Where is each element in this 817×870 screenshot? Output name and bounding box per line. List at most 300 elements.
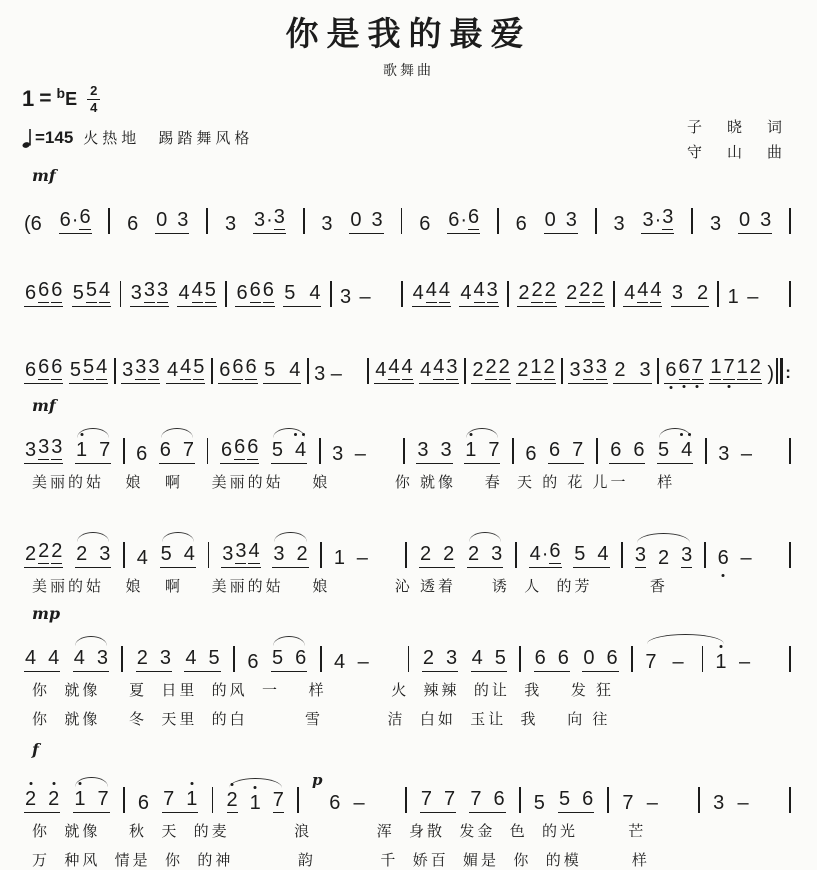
- note: 1: [186, 789, 197, 809]
- score-line-7: [24, 739, 791, 870]
- repeat-sign: [767, 358, 791, 384]
- beam-group: [641, 207, 674, 234]
- note: 2: [76, 542, 88, 565]
- beam-group: [24, 280, 63, 307]
- note: 4: [185, 647, 197, 670]
- note: 3: [135, 355, 147, 378]
- beam-group: [471, 357, 510, 384]
- slur-arc: [637, 533, 690, 543]
- score-text: –: [646, 791, 658, 814]
- notation-row: [24, 256, 791, 307]
- note: 2: [136, 647, 148, 670]
- note: 6: [136, 442, 148, 465]
- barline: [114, 358, 116, 384]
- octave-dot-above: [29, 782, 32, 785]
- note: 1: [74, 789, 85, 809]
- flat-sign: b: [56, 85, 66, 102]
- score-line-5: [24, 517, 791, 597]
- note: 4: [73, 647, 85, 670]
- note: 3: [486, 278, 498, 301]
- dynamic-marking: mf: [32, 395, 56, 415]
- beam-group: [374, 357, 413, 384]
- score-text: –: [740, 546, 752, 569]
- beam-group: [419, 357, 458, 384]
- beam-group: [471, 648, 507, 672]
- note: 3: [681, 543, 693, 566]
- note: 3: [662, 205, 674, 228]
- meta-row: [0, 80, 817, 166]
- note: 6: [137, 791, 149, 814]
- beam-group: [59, 207, 92, 234]
- note: 4: [96, 355, 108, 378]
- barline: [789, 281, 791, 307]
- key-equals: =: [39, 87, 52, 111]
- note: 2: [51, 539, 63, 562]
- barline: [691, 208, 693, 234]
- note: 3: [371, 208, 383, 231]
- beam-group: [136, 648, 172, 672]
- note: 3: [51, 435, 63, 458]
- note: 4: [650, 278, 662, 301]
- beam-group: [565, 280, 604, 307]
- composer-credit: 守 山 曲: [686, 144, 787, 162]
- note: 5: [72, 281, 84, 304]
- barline: [123, 787, 125, 813]
- note: 5: [69, 358, 82, 381]
- note: 3: [122, 358, 134, 381]
- barline: [507, 281, 509, 307]
- note: 3: [38, 435, 50, 458]
- double-dot-above: [294, 433, 297, 436]
- note: 6: [448, 208, 460, 231]
- score-line-3: [24, 333, 791, 384]
- beam-group: [69, 357, 108, 384]
- note: 3: [222, 542, 234, 565]
- credits: [687, 116, 787, 166]
- note: 4: [681, 440, 692, 460]
- barline: [405, 787, 407, 813]
- note: 2: [422, 647, 435, 670]
- note: 5: [264, 358, 276, 381]
- beam-group: [75, 440, 111, 464]
- barline: [320, 646, 322, 672]
- note: 4: [425, 278, 437, 301]
- barline: [330, 281, 332, 307]
- note: 3: [713, 791, 725, 814]
- score-text: –: [747, 285, 759, 308]
- meter-denominator: 4: [90, 99, 98, 115]
- barline: [123, 438, 125, 464]
- barline-thick: [780, 358, 783, 384]
- note: 5: [533, 791, 545, 814]
- barline: [704, 542, 706, 568]
- beam-group: [24, 541, 63, 568]
- note: 3: [446, 355, 458, 378]
- note: 3: [314, 362, 326, 385]
- note: 4: [25, 647, 37, 670]
- barline: [206, 208, 208, 234]
- note: 6: [515, 212, 527, 235]
- score-text: –: [740, 442, 753, 465]
- octave-dot-below: [722, 574, 725, 577]
- note: 1: [250, 793, 261, 813]
- note: 5: [658, 438, 670, 461]
- lyrics-row: 你 就像 秋 天 的麦 浪 浑 身散 发金 色 的光 芒: [32, 822, 647, 840]
- octave-dot-below: [696, 385, 699, 388]
- note: 6: [549, 539, 561, 562]
- key-signature: [22, 82, 271, 116]
- slur-arc: [162, 532, 194, 542]
- note: 6: [718, 548, 729, 568]
- score-text: ·: [541, 542, 549, 565]
- note: 7: [420, 787, 433, 810]
- barline: [596, 438, 598, 464]
- note: 2: [25, 789, 36, 809]
- barline: [789, 438, 791, 464]
- score-text: ·: [460, 208, 467, 231]
- beam-group: [24, 437, 63, 464]
- note: 1: [76, 440, 87, 460]
- score-text: ·: [654, 208, 662, 231]
- lyrics-row: 美丽的姑 娘 啊 美丽的姑 娘 你 就像 春 天 的 花 儿一 样: [32, 473, 676, 491]
- note: 2: [543, 355, 555, 378]
- note: 7: [182, 438, 195, 461]
- beam-group: [271, 440, 307, 464]
- score-line-6: [24, 606, 791, 730]
- score: [0, 165, 817, 870]
- score-text: –: [356, 546, 368, 569]
- note: 7: [470, 787, 482, 810]
- note: 5: [272, 647, 284, 670]
- barline: [405, 542, 407, 568]
- beam-group: [464, 440, 500, 464]
- octave-dot-above: [80, 433, 83, 436]
- slur-group: [645, 646, 726, 672]
- beam-group: [159, 440, 195, 464]
- note: 2: [472, 358, 484, 381]
- note: 1: [715, 652, 726, 672]
- score-text: –: [738, 651, 751, 674]
- note: 3: [440, 438, 452, 461]
- dynamic-marking: f: [32, 739, 39, 759]
- beam-group: [121, 357, 160, 384]
- note: 2: [38, 539, 50, 562]
- note: 6: [219, 358, 231, 381]
- slur-group: [227, 790, 284, 813]
- note: 6: [127, 212, 139, 235]
- note: 2: [518, 281, 530, 304]
- beam-group: [529, 541, 562, 568]
- tempo-row: [22, 126, 271, 149]
- note: 3: [595, 355, 607, 378]
- note: 4: [136, 546, 148, 569]
- note: 3: [760, 208, 772, 231]
- lyricist-credit: 子 晓 词: [686, 119, 787, 137]
- note: 3: [177, 208, 189, 231]
- tempo-number: =145: [35, 127, 74, 147]
- note: 4: [401, 355, 413, 378]
- barline: [211, 358, 213, 384]
- barline: [307, 358, 309, 384]
- barline: [519, 646, 521, 672]
- note: 2: [498, 355, 510, 378]
- quarter-note-icon: [22, 126, 33, 149]
- barline: [789, 787, 791, 813]
- note: 5: [208, 647, 220, 670]
- note: 3: [671, 281, 683, 304]
- note: 1: [530, 355, 542, 378]
- note: 3: [569, 358, 581, 381]
- beam-group: [568, 357, 607, 384]
- note: 3: [332, 442, 344, 465]
- note: 7: [444, 787, 456, 810]
- note: 6: [610, 438, 622, 461]
- header: [0, 0, 817, 80]
- note: 6: [329, 791, 341, 814]
- beam-group: [544, 210, 578, 234]
- note: 4: [637, 278, 649, 301]
- notation-row: [24, 333, 791, 384]
- note: 6: [557, 647, 569, 670]
- octave-dot-below: [683, 385, 686, 388]
- note: 6: [247, 651, 259, 674]
- note: 4: [460, 281, 472, 304]
- note: 4: [309, 281, 321, 304]
- dynamic-inline: p: [312, 770, 323, 789]
- note: 6: [25, 281, 37, 304]
- beam-group: [709, 357, 762, 384]
- beam-group: [349, 210, 383, 234]
- note: 2: [614, 358, 626, 381]
- score-text: ·: [71, 208, 79, 231]
- barline: [208, 542, 210, 568]
- octave-dot-above: [469, 433, 472, 436]
- beam-group: [130, 280, 169, 307]
- note: 2: [658, 546, 670, 569]
- beam-group: [420, 789, 456, 813]
- note: 5: [574, 542, 586, 565]
- barline: [320, 542, 322, 568]
- notation-row: [24, 413, 791, 464]
- slur-group: [635, 545, 692, 568]
- score-text: –: [354, 442, 366, 465]
- note: 4: [166, 358, 179, 381]
- note: 4: [420, 358, 432, 381]
- note: 6: [262, 278, 274, 301]
- octave-dot-above: [254, 786, 257, 789]
- barline: [789, 646, 791, 672]
- beam-group: [271, 648, 307, 672]
- note: 6: [234, 435, 246, 458]
- slur-arc: [469, 532, 501, 542]
- note: 3: [156, 278, 169, 301]
- meter-numerator: 2: [87, 84, 100, 100]
- beam-group: [162, 789, 198, 813]
- key-tonic: E: [65, 88, 78, 109]
- lyrics-row: 你 就像 冬 天里 的白 雪 洁 白如 玉让 我 向 往: [32, 711, 611, 729]
- octave-dot-above: [231, 783, 234, 786]
- slur-arc: [161, 428, 193, 438]
- note: 2: [592, 278, 604, 301]
- note: 6: [51, 355, 63, 378]
- note: 6: [247, 435, 259, 458]
- note: 3: [273, 542, 285, 565]
- beam-group: [24, 648, 60, 672]
- note: 5: [494, 647, 506, 670]
- score-text: –: [353, 791, 365, 814]
- barline: [702, 646, 704, 672]
- dynamic-marking: mp: [32, 604, 61, 624]
- beam-group: [516, 357, 555, 384]
- octave-dot-above: [719, 645, 722, 648]
- slur-arc: [659, 428, 691, 438]
- beam-group: [447, 207, 480, 234]
- barline: [123, 542, 125, 568]
- key-do: 1: [22, 86, 35, 112]
- score-text: –: [737, 791, 749, 814]
- beam-group: [283, 283, 321, 307]
- note: 5: [271, 438, 284, 461]
- note: 2: [443, 542, 455, 565]
- barline: [408, 646, 410, 672]
- note: 2: [420, 542, 432, 565]
- note: 2: [517, 358, 529, 381]
- score-line-2: [24, 256, 791, 307]
- note: 3: [417, 438, 429, 461]
- barline: [519, 787, 521, 813]
- note: 6: [493, 787, 505, 810]
- note: 7: [272, 788, 284, 811]
- note: 6: [582, 787, 594, 810]
- barline: [515, 542, 517, 568]
- beam-group: [419, 544, 455, 568]
- note: 1: [465, 440, 476, 460]
- note: 3: [340, 285, 352, 308]
- note: 3: [613, 212, 625, 235]
- note: 4: [178, 281, 190, 304]
- note: 0: [156, 208, 168, 231]
- beam-group: [609, 440, 645, 464]
- beam-group: [218, 357, 257, 384]
- note: 2: [468, 542, 480, 565]
- note: 4: [183, 542, 195, 565]
- beam-group: [416, 440, 452, 464]
- note: 2: [696, 281, 709, 304]
- beam-group: [160, 544, 196, 568]
- beam-group: [671, 283, 709, 307]
- beam-group: [573, 544, 609, 568]
- note: 4: [412, 281, 424, 304]
- note: 3: [235, 539, 247, 562]
- beam-group: [467, 544, 503, 568]
- barline: [212, 787, 214, 813]
- barline: [401, 208, 403, 234]
- barline: [613, 281, 615, 307]
- beam-group: [75, 544, 111, 568]
- beam-group: [166, 357, 205, 384]
- note: 2: [531, 278, 543, 301]
- repeat-paren: ): [767, 362, 774, 385]
- note: 4: [333, 651, 346, 674]
- note: 6: [468, 205, 480, 228]
- slur-arc: [647, 634, 724, 644]
- note: 7: [99, 438, 111, 461]
- note: 6: [633, 438, 645, 461]
- note: 2: [48, 789, 59, 809]
- barline: [698, 787, 700, 813]
- barline: [319, 438, 321, 464]
- note: 6: [249, 278, 261, 301]
- note: 6: [525, 442, 537, 465]
- barline: [497, 208, 499, 234]
- note: 0: [544, 208, 556, 231]
- beam-group: [72, 280, 111, 307]
- note: 6: [220, 438, 233, 461]
- note: 3: [446, 647, 458, 670]
- score-text: –: [330, 362, 342, 385]
- beam-group: [613, 360, 651, 384]
- note: 3: [634, 543, 646, 566]
- beam-group: [469, 789, 505, 813]
- barline: [297, 787, 299, 813]
- barline: [717, 281, 719, 307]
- note: 6: [665, 360, 676, 380]
- note: 4: [295, 440, 306, 460]
- note: 6: [419, 212, 431, 235]
- dynamic-marking: mf: [32, 165, 56, 185]
- note: 4: [180, 355, 192, 378]
- slur-arc: [75, 636, 107, 646]
- score-text: ·: [266, 208, 273, 231]
- repeat-dots: :: [785, 363, 791, 383]
- note: 3: [273, 205, 285, 228]
- beam-group: [253, 207, 286, 234]
- barline: [367, 358, 369, 384]
- barline: [401, 281, 403, 307]
- barline: [631, 646, 633, 672]
- note: 4: [99, 278, 111, 301]
- notation-row: [24, 517, 791, 568]
- note: 1: [333, 546, 346, 569]
- note: 6: [38, 355, 50, 378]
- note: 7: [692, 357, 703, 380]
- note: 7: [622, 791, 634, 814]
- time-signature: [87, 84, 100, 114]
- barline: [789, 542, 791, 568]
- note: 1: [736, 355, 748, 378]
- note: 3: [709, 212, 722, 235]
- note: 3: [718, 442, 730, 465]
- tempo-style: 踢踏舞风格: [158, 130, 254, 148]
- note: 5: [284, 281, 296, 304]
- score-line-1: [24, 165, 791, 235]
- slur-arc: [274, 532, 306, 542]
- barline: [621, 542, 623, 568]
- beam-group: [422, 648, 458, 672]
- note: 3: [639, 358, 651, 381]
- beam-group: [73, 648, 109, 672]
- genre-subtitle: 歌舞曲: [383, 62, 434, 79]
- note: 6: [159, 438, 171, 461]
- note: 3: [96, 647, 108, 670]
- barline: [464, 358, 466, 384]
- beam-group: [412, 280, 451, 307]
- barline: [225, 281, 227, 307]
- barline: [789, 208, 791, 234]
- beam-group: [263, 360, 301, 384]
- tempo-mood: 火热地: [83, 130, 141, 148]
- note: 2: [579, 278, 591, 301]
